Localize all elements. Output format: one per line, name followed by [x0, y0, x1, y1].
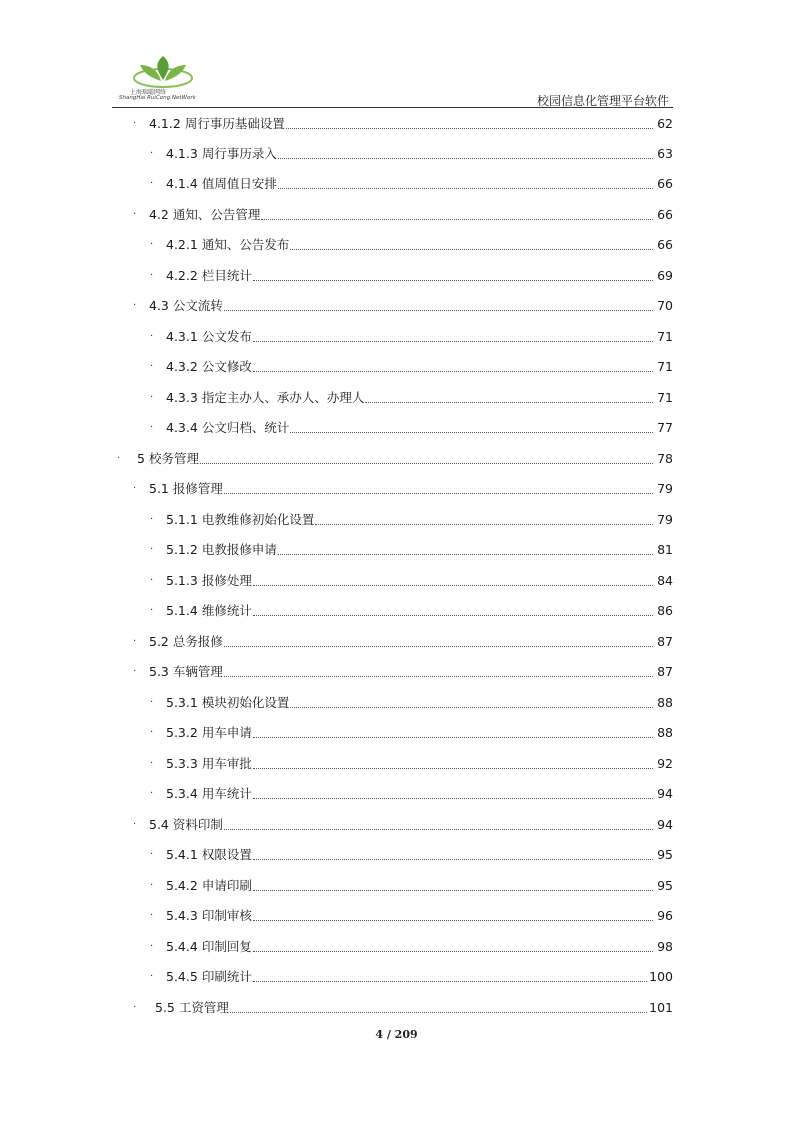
- toc-page-number: 95: [657, 877, 673, 893]
- logo-chinese-text: 上海瑞聪网络: [130, 89, 167, 96]
- toc-dot-leader: [253, 737, 653, 738]
- toc-bullet: ·: [150, 513, 154, 525]
- toc-bullet: ·: [133, 208, 137, 220]
- toc-dot-leader: [286, 128, 653, 129]
- toc-section-number: 5.1.4: [166, 602, 198, 618]
- toc-page-number: 70: [657, 297, 673, 313]
- toc-dot-leader: [200, 463, 653, 464]
- toc-section-number: 5.4.4: [166, 938, 198, 954]
- toc-bullet: ·: [150, 757, 154, 769]
- toc-bullet: ·: [150, 879, 154, 891]
- toc-section-number: 5.2: [149, 633, 169, 649]
- toc-entry[interactable]: [150, 870, 673, 900]
- toc-section-number: 5.3.3: [166, 755, 198, 771]
- toc-section-title: 用车申请: [201, 725, 252, 740]
- toc-section-title: 印制审核: [201, 908, 252, 923]
- toc-bullet: ·: [150, 848, 154, 860]
- toc-section-number: 5.3.4: [166, 785, 198, 801]
- toc-bullet: ·: [150, 696, 154, 708]
- toc-section-title: 指定主办人、承办人、办理人: [201, 390, 365, 405]
- toc-section-number: 4.1.3: [166, 145, 198, 161]
- toc-bullet: ·: [150, 330, 154, 342]
- toc-page-number: 86: [657, 602, 673, 618]
- toc-page-number: 96: [657, 907, 673, 923]
- toc-section-number: 5.1.1: [166, 511, 198, 527]
- toc-section-title: 通知、公告发布: [201, 237, 290, 252]
- toc-dot-leader: [253, 981, 647, 982]
- toc-section-title: 栏目统计: [201, 268, 252, 283]
- toc-entry[interactable]: [150, 717, 673, 747]
- toc-section-title: 电教维修初始化设置: [201, 512, 315, 527]
- toc-entry[interactable]: [150, 351, 673, 381]
- toc-section-number: 5.3.1: [166, 694, 198, 710]
- toc-dot-leader: [290, 432, 653, 433]
- toc-section-number: 5.1.3: [166, 572, 198, 588]
- toc-bullet: ·: [150, 543, 154, 555]
- toc-bullet: ·: [150, 574, 154, 586]
- toc-page-number: 66: [657, 175, 673, 191]
- toc-dot-leader: [315, 524, 653, 525]
- toc-section-title: 报修处理: [201, 573, 252, 588]
- toc-bullet: ·: [150, 970, 154, 982]
- toc-dot-leader: [224, 493, 653, 494]
- toc-dot-leader: [253, 890, 653, 891]
- toc-section-title: 公文流转: [172, 298, 223, 313]
- toc-bullet: ·: [150, 421, 154, 433]
- toc-bullet: ·: [150, 391, 154, 403]
- toc-section-number: 5.4: [149, 816, 169, 832]
- toc-bullet: ·: [150, 787, 154, 799]
- toc-page-number: 81: [657, 541, 673, 557]
- toc-section-number: 4.3.1: [166, 328, 198, 344]
- toc-page-number: 62: [657, 115, 673, 131]
- toc-entry[interactable]: [133, 199, 673, 229]
- toc-section-title: 权限设置: [201, 847, 252, 862]
- toc-section-title: 周行事历录入: [201, 146, 277, 161]
- toc-page-number: 87: [657, 633, 673, 649]
- toc-entry[interactable]: [150, 778, 673, 808]
- toc-entry[interactable]: [150, 961, 673, 991]
- toc-section-title: 资料印制: [172, 817, 223, 832]
- toc-section-number: 5.1: [149, 480, 169, 496]
- toc-section-title: 公文归档、统计: [201, 420, 290, 435]
- toc-page-number: 66: [657, 236, 673, 252]
- toc-section-title: 报修管理: [172, 481, 223, 496]
- toc-section-title: 电教报修申请: [201, 542, 277, 557]
- toc-entry[interactable]: [150, 382, 673, 412]
- toc-entry[interactable]: [150, 504, 673, 534]
- toc-section-title: 用车审批: [201, 756, 252, 771]
- toc-page-number: 66: [657, 206, 673, 222]
- toc-page-number: 79: [657, 480, 673, 496]
- toc-section-title: 维修统计: [201, 603, 252, 618]
- toc-entry[interactable]: [150, 748, 673, 778]
- toc-page-number: 94: [657, 785, 673, 801]
- toc-bullet: ·: [133, 818, 137, 830]
- toc-section-number: 4.3.3: [166, 389, 198, 405]
- toc-section-number: 4.1.2: [149, 115, 181, 131]
- toc-dot-leader: [224, 676, 653, 677]
- toc-page-number: 63: [657, 145, 673, 161]
- logo-leaf-icon: [132, 54, 194, 88]
- toc-bullet: ·: [133, 665, 137, 677]
- toc-page-number: 84: [657, 572, 673, 588]
- toc-dot-leader: [278, 554, 653, 555]
- toc-dot-leader: [253, 798, 653, 799]
- toc-entry[interactable]: [133, 473, 673, 503]
- toc-dot-leader: [253, 341, 653, 342]
- toc-section-number: 5: [137, 450, 145, 466]
- toc-entry[interactable]: [133, 809, 673, 839]
- toc-bullet: ·: [133, 299, 137, 311]
- toc-section-title: 申请印刷: [201, 878, 252, 893]
- toc-section-title: 通知、公告管理: [172, 207, 261, 222]
- toc-entry[interactable]: [150, 687, 673, 717]
- toc-dot-leader: [278, 188, 653, 189]
- toc-page-number: 87: [657, 663, 673, 679]
- toc-dot-leader: [224, 646, 653, 647]
- toc-section-title: 公文修改: [201, 359, 252, 374]
- toc-entry[interactable]: [150, 321, 673, 351]
- toc-entry[interactable]: [117, 443, 673, 473]
- toc-section-number: 5.3: [149, 663, 169, 679]
- company-logo: [116, 52, 216, 104]
- toc-page-number: 101: [649, 999, 673, 1015]
- toc-bullet: ·: [150, 177, 154, 189]
- toc-bullet: ·: [150, 238, 154, 250]
- toc-dot-leader: [253, 280, 653, 281]
- toc-entry[interactable]: [133, 626, 673, 656]
- toc-entry[interactable]: [133, 656, 673, 686]
- toc-section-number: 5.1.2: [166, 541, 198, 557]
- toc-section-number: 5.4.5: [166, 968, 198, 984]
- toc-bullet: ·: [150, 360, 154, 372]
- toc-entry[interactable]: [150, 168, 673, 198]
- toc-entry[interactable]: [150, 534, 673, 564]
- toc-bullet: ·: [150, 147, 154, 159]
- toc-section-title: 工资管理: [178, 1000, 229, 1015]
- toc-section-title: 模块初始化设置: [201, 695, 290, 710]
- toc-bullet: ·: [133, 635, 137, 647]
- toc-dot-leader: [224, 310, 653, 311]
- toc-entry[interactable]: [133, 992, 673, 1022]
- toc-dot-leader: [253, 951, 653, 952]
- toc-entry[interactable]: [150, 412, 673, 442]
- toc-page-number: 69: [657, 267, 673, 283]
- toc-page-number: 95: [657, 846, 673, 862]
- toc-section-title: 总务报修: [172, 634, 223, 649]
- toc-page-number: 78: [657, 450, 673, 466]
- toc-section-title: 值周值日安排: [201, 176, 277, 191]
- toc-bullet: ·: [150, 726, 154, 738]
- toc-page-number: 92: [657, 755, 673, 771]
- toc-dot-leader: [290, 249, 653, 250]
- toc-entry[interactable]: [150, 138, 673, 168]
- toc-page-number: 71: [657, 358, 673, 374]
- toc-bullet: ·: [117, 452, 121, 464]
- document-title: 校园信息化管理平台软件: [536, 94, 669, 108]
- toc-page-number: 71: [657, 389, 673, 405]
- toc-section-number: 4.2.1: [166, 236, 198, 252]
- toc-page-number: 98: [657, 938, 673, 954]
- toc-page-number: 100: [649, 968, 673, 984]
- toc-bullet: ·: [133, 117, 137, 129]
- toc-bullet: ·: [150, 269, 154, 281]
- toc-entry[interactable]: [150, 260, 673, 290]
- toc-section-number: 5.4.1: [166, 846, 198, 862]
- toc-bullet: ·: [150, 604, 154, 616]
- toc-bullet: ·: [133, 1001, 137, 1013]
- toc-bullet: ·: [150, 940, 154, 952]
- toc-entry[interactable]: [133, 108, 673, 138]
- toc-section-number: 4.3.4: [166, 419, 198, 435]
- toc-page-number: 94: [657, 816, 673, 832]
- toc-section-title: 公文发布: [201, 329, 252, 344]
- toc-page-number: 88: [657, 724, 673, 740]
- toc-section-number: 5.4.2: [166, 877, 198, 893]
- toc-entry[interactable]: [133, 290, 673, 320]
- toc-section-title: 车辆管理: [172, 664, 223, 679]
- toc-section-number: 5.5: [155, 999, 175, 1015]
- toc-dot-leader: [253, 920, 653, 921]
- toc-dot-leader: [253, 371, 653, 372]
- toc-section-title: 周行事历基础设置: [184, 116, 285, 131]
- toc-section-number: 4.1.4: [166, 175, 198, 191]
- toc-section-title: 用车统计: [201, 786, 252, 801]
- toc-section-number: 4.3.2: [166, 358, 198, 374]
- toc-section-number: 4.2.2: [166, 267, 198, 283]
- toc-dot-leader: [261, 219, 653, 220]
- toc-entry[interactable]: [150, 931, 673, 961]
- toc-page-number: 77: [657, 419, 673, 435]
- toc-section-title: 印刷统计: [201, 969, 252, 984]
- toc-entry[interactable]: [150, 900, 673, 930]
- toc-dot-leader: [290, 707, 653, 708]
- toc-page-number: 71: [657, 328, 673, 344]
- toc-page-number: 79: [657, 511, 673, 527]
- logo-english-text: ShangHai RuiCong.NetWork: [119, 95, 196, 101]
- toc-section-number: 4.2: [149, 206, 169, 222]
- toc-bullet: ·: [150, 909, 154, 921]
- toc-page-number: 88: [657, 694, 673, 710]
- toc-entry[interactable]: [150, 595, 673, 625]
- toc-dot-leader: [224, 829, 653, 830]
- toc-bullet: ·: [133, 482, 137, 494]
- toc-dot-leader: [278, 158, 653, 159]
- toc-entry[interactable]: [150, 229, 673, 259]
- toc-dot-leader: [253, 585, 653, 586]
- toc-section-title: 印制回复: [201, 939, 252, 954]
- toc-dot-leader: [230, 1012, 647, 1013]
- page-header: [112, 52, 673, 108]
- page-indicator: 4 / 209: [375, 1028, 418, 1041]
- toc-entry[interactable]: [150, 839, 673, 869]
- toc-dot-leader: [253, 768, 653, 769]
- page-footer: [0, 1028, 793, 1041]
- toc-section-number: 4.3: [149, 297, 169, 313]
- toc-dot-leader: [365, 402, 653, 403]
- toc-section-number: 5.4.3: [166, 907, 198, 923]
- toc-section-number: 5.3.2: [166, 724, 198, 740]
- toc-dot-leader: [253, 615, 653, 616]
- toc-section-title: 校务管理: [148, 451, 199, 466]
- toc-dot-leader: [253, 859, 653, 860]
- toc-entry[interactable]: [150, 565, 673, 595]
